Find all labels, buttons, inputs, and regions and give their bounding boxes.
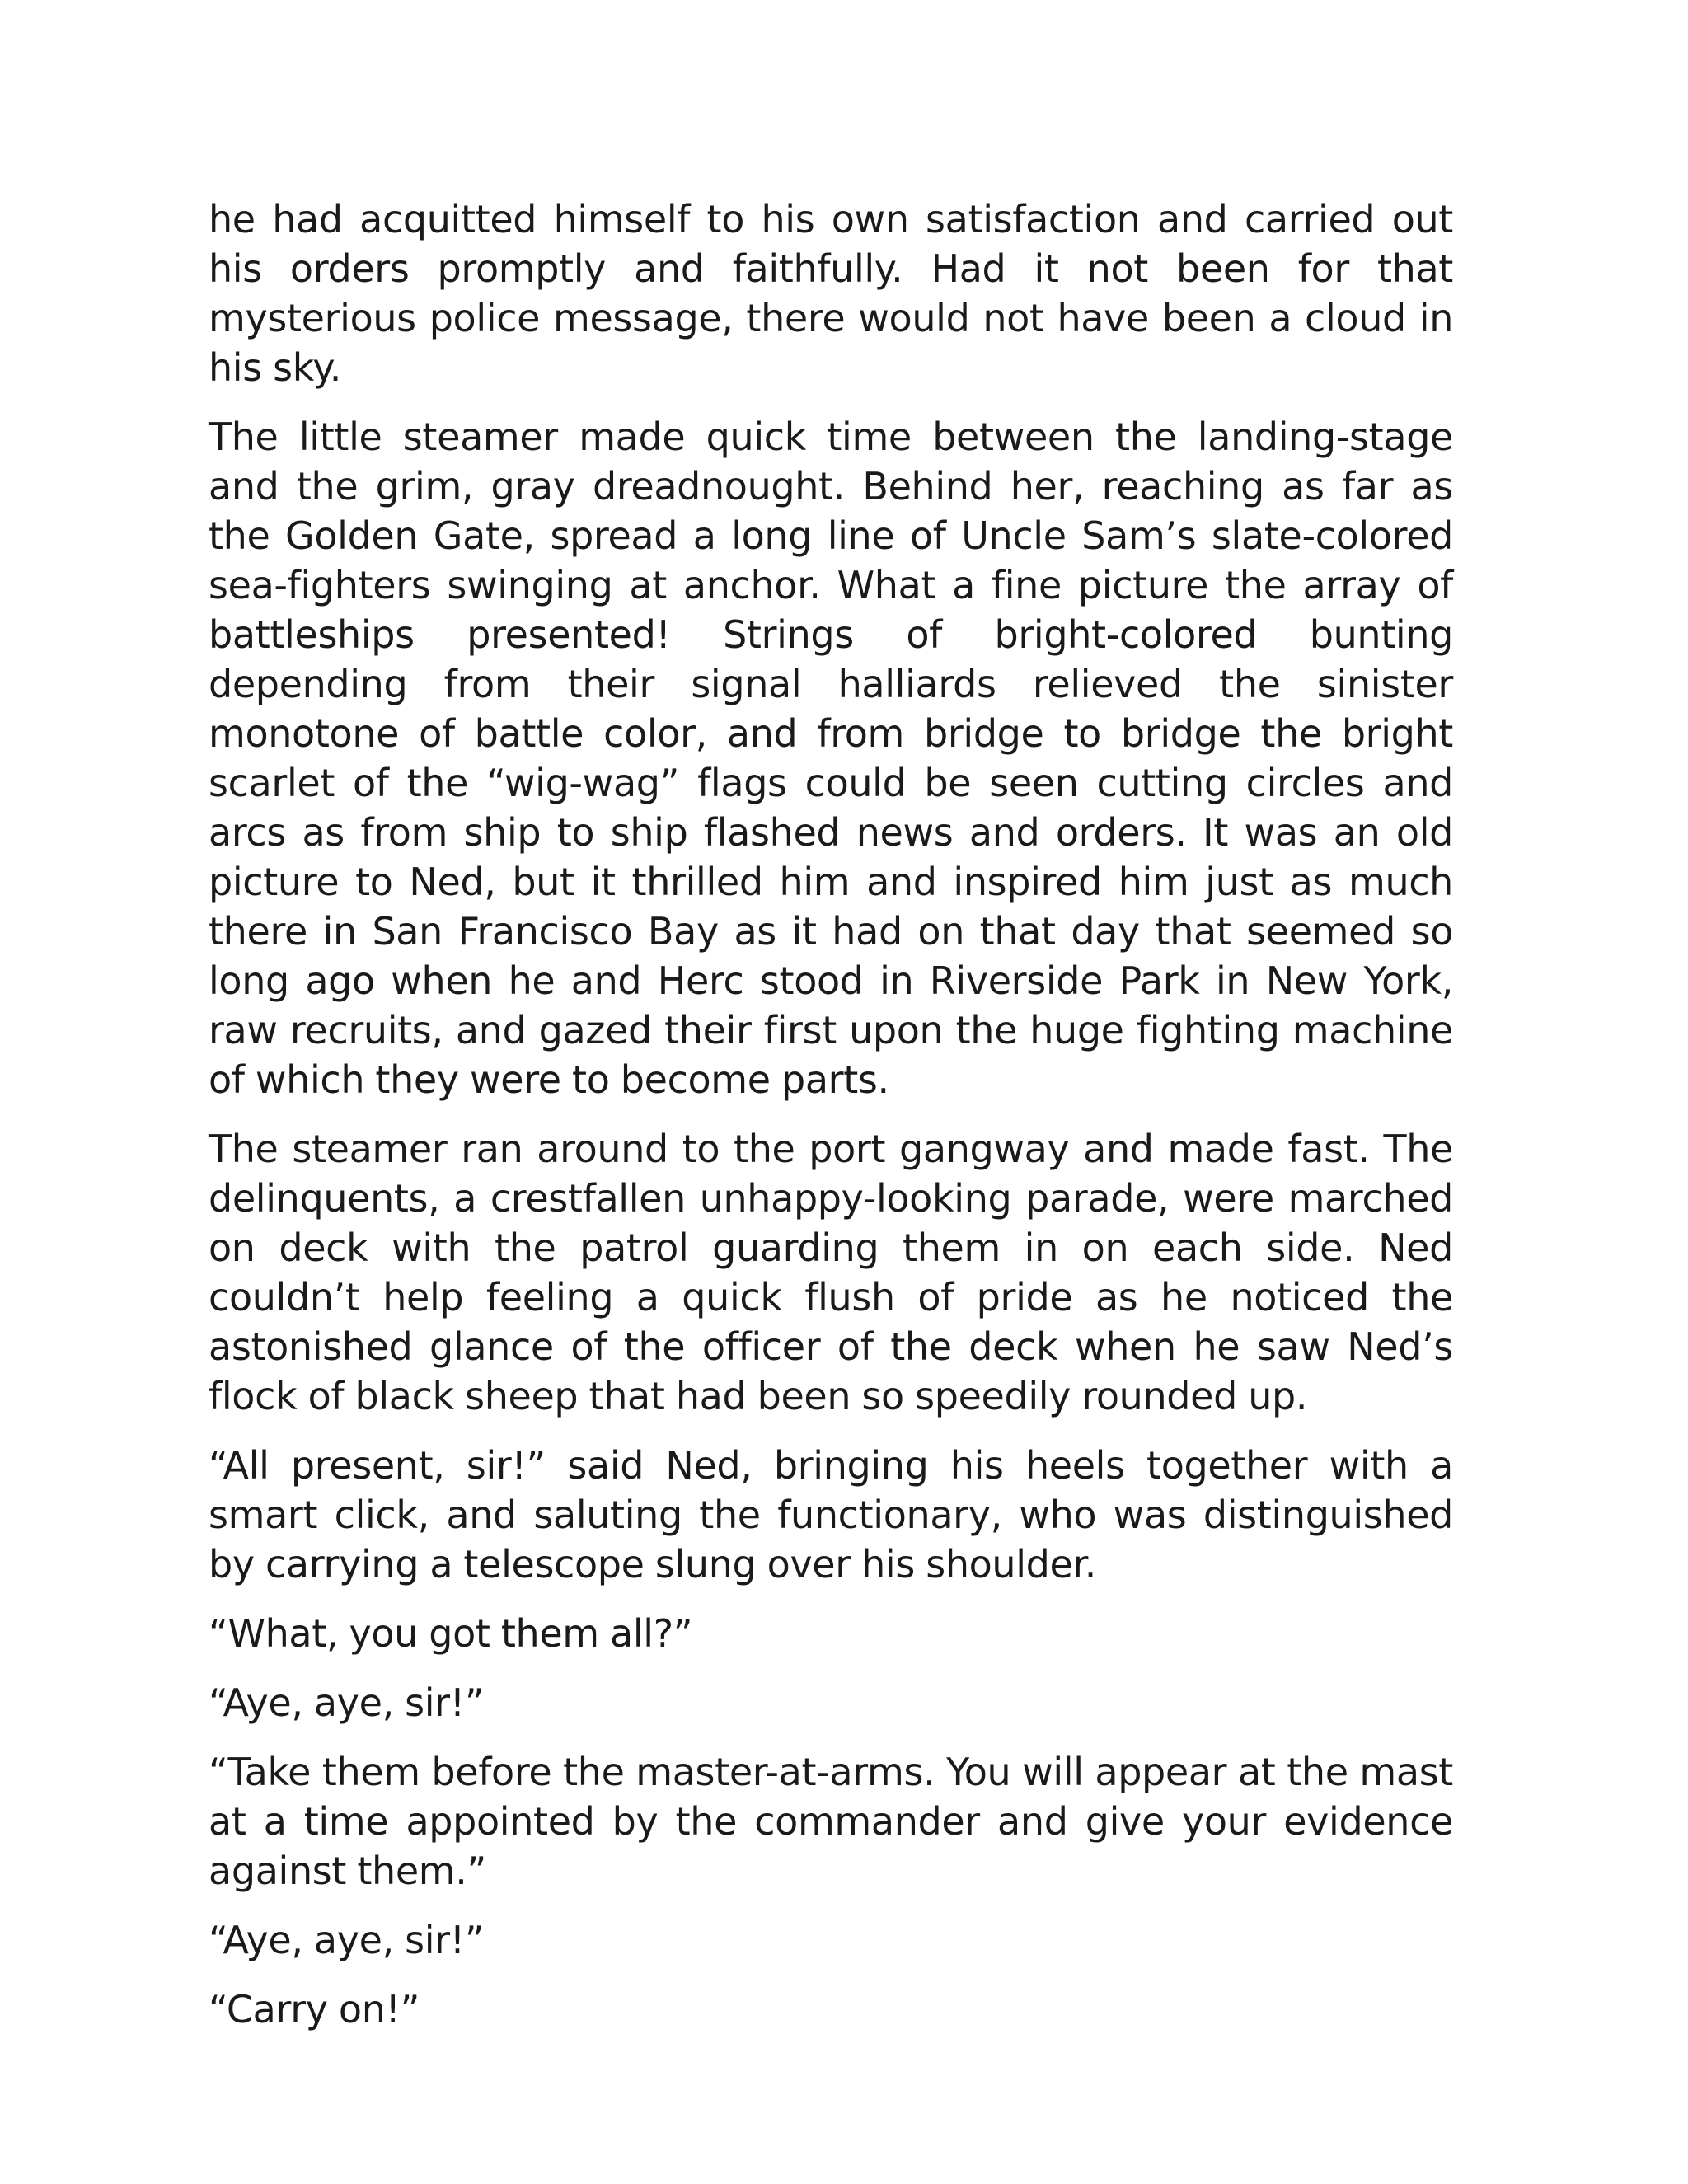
paragraph: “Aye, aye, sir!” [209, 1680, 485, 1725]
paragraph: The steamer ran around to the port gangway and made fast. The delinquents, a crestfallen unhappy-looking parade, were marched on deck with the patrol guarding them in on each side. Ned couldn’t help feeling a quick flush of pride as he noticed the astonished glance of the officer of the deck when he saw Ned’s flock of black sheep that had been so speedily rounded up. [209, 1127, 1453, 1418]
paragraph: “Carry on!” [209, 1987, 420, 2032]
paragraph: “Aye, aye, sir!” [209, 1918, 485, 1962]
paragraph: “All present, sir!” said Ned, bringing his heels together with a smart click, and saluting the functionary, who was distinguished by carrying a telescope slung over his shoulder. [209, 1443, 1453, 1586]
body-text [209, 194, 1453, 2054]
paragraph: “What, you got them all?” [209, 1611, 693, 1656]
paragraph: he had acquitted himself to his own satisfaction and carried out his orders promptly and faithfully. Had it not been for that mysterious police message, there would not have been a cloud in his sky. [209, 197, 1453, 390]
paragraph: The little steamer made quick time between the landing-stage and the grim, gray dreadnought. Behind her, reaching as far as the Golden Gate, spread a long line of Uncle Sam’s slate-colored sea-fighters swinging at anchor. What a fine picture the array of battleships presented! Strings of bright-colored bunting depending from their signal halliards relieved the sinister monotone of battle color, and from bridge to bridge the bright scarlet of the “wig-wag” flags could be seen cutting circles and arcs as from ship to ship flashed news and orders. It was an old picture to Ned, but it thrilled him and inspired him just as much there in San Francisco Bay as it had on that day that seemed so long ago when he and Herc stood in Riverside Park in New York, raw recruits, and gazed their first upon the huge fighting machine of which they were to become parts. [209, 415, 1453, 1102]
paragraph: “Take them before the master-at-arms. You will appear at the mast at a time appointed by the commander and give your evidence against them.” [209, 1750, 1453, 1893]
